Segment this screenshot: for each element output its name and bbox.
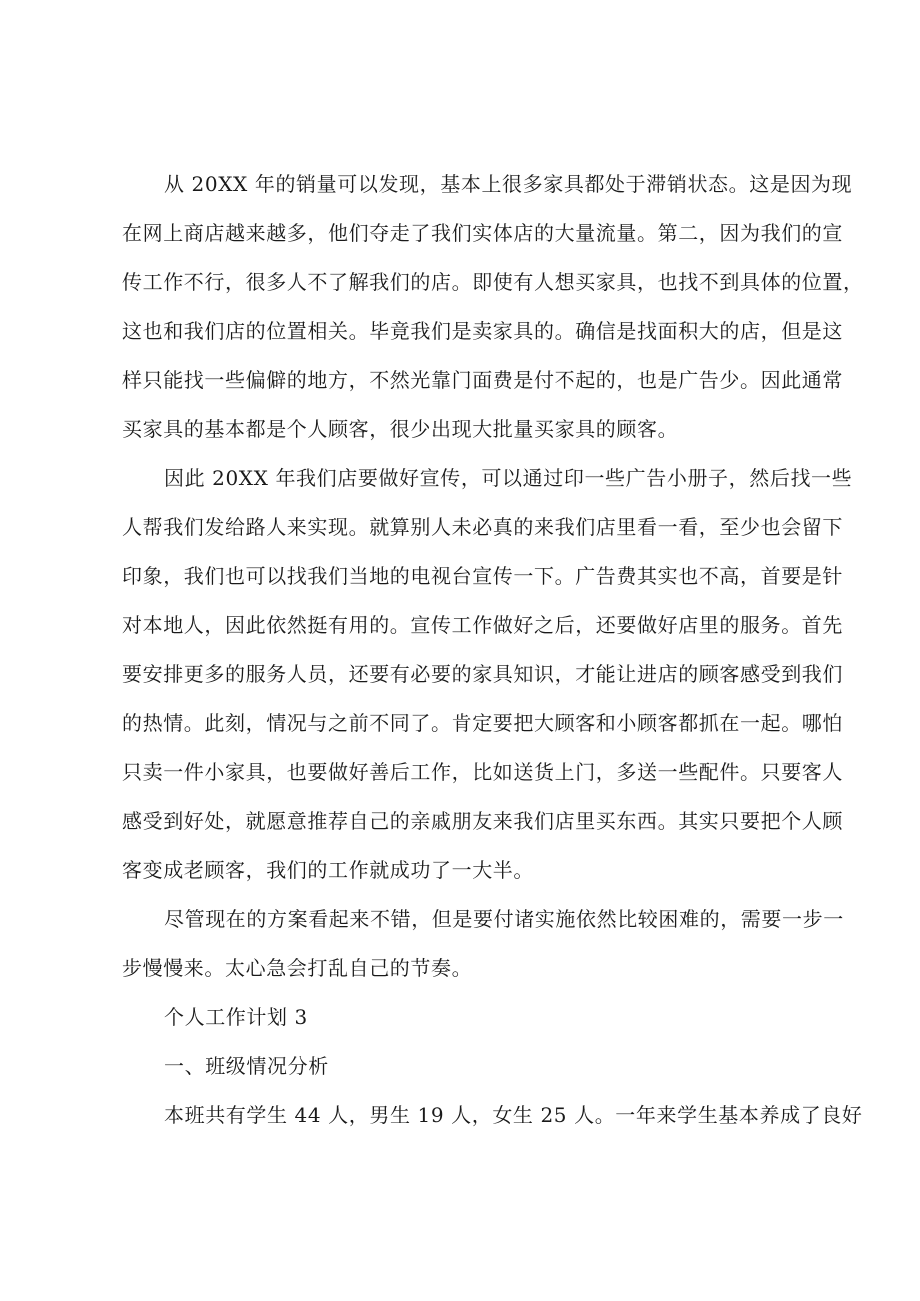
plan-title-heading: 个人工作计划 3 bbox=[164, 1005, 308, 1029]
paragraph-2-line-7: 只卖一件小家具，也要做好善后工作，比如送货上门，多送一些配件。只要客人 bbox=[122, 760, 843, 784]
paragraph-1-line-3: 传工作不行，很多人不了解我们的店。即使有人想买家具，也找不到具体的位置， bbox=[122, 270, 864, 294]
paragraph-2-line-1: 因此 20XX 年我们店要做好宣传，可以通过印一些广告小册子，然后找一些 bbox=[164, 466, 853, 490]
paragraph-2-line-5: 要安排更多的服务人员，还要有必要的家具知识，才能让进店的顾客感受到我们 bbox=[122, 662, 843, 686]
section-one-heading: 一、班级情况分析 bbox=[164, 1054, 329, 1078]
paragraph-1-line-1: 从 20XX 年的销量可以发现，基本上很多家具都处于滞销状态。这是因为现 bbox=[164, 172, 853, 196]
paragraph-2-line-9: 客变成老顾客，我们的工作就成功了一大半。 bbox=[122, 858, 534, 882]
paragraph-1-line-2: 在网上商店越来越多，他们夺走了我们实体店的大量流量。第二，因为我们的宣 bbox=[122, 221, 843, 245]
paragraph-1-line-6: 买家具的基本都是个人顾客，很少出现大批量买家具的顾客。 bbox=[122, 417, 679, 441]
paragraph-3-line-1: 尽管现在的方案看起来不错，但是要付诸实施依然比较困难的，需要一步一 bbox=[164, 907, 844, 931]
paragraph-1-line-4: 这也和我们店的位置相关。毕竟我们是卖家具的。确信是找面积大的店，但是这 bbox=[122, 319, 843, 343]
paragraph-2-line-4: 对本地人，因此依然挺有用的。宣传工作做好之后，还要做好店里的服务。首先 bbox=[122, 613, 843, 637]
paragraph-3-line-2: 步慢慢来。太心急会打乱自己的节奏。 bbox=[122, 956, 473, 980]
paragraph-2-line-8: 感受到好处，就愿意推荐自己的亲戚朋友来我们店里买东西。其实只要把个人顾 bbox=[122, 809, 843, 833]
paragraph-1-line-5: 样只能找一些偏僻的地方，不然光靠门面费是付不起的，也是广告少。因此通常 bbox=[122, 368, 843, 392]
paragraph-2-line-3: 印象，我们也可以找我们当地的电视台宣传一下。广告费其实也不高，首要是针 bbox=[122, 564, 843, 588]
paragraph-2-line-2: 人帮我们发给路人来实现。就算别人未必真的来我们店里看一看，至少也会留下 bbox=[122, 515, 843, 539]
paragraph-4-line-1: 本班共有学生 44 人，男生 19 人，女生 25 人。一年来学生基本养成了良好 bbox=[164, 1103, 863, 1127]
paragraph-2-line-6: 的热情。此刻，情况与之前不同了。肯定要把大顾客和小顾客都抓在一起。哪怕 bbox=[122, 711, 843, 735]
